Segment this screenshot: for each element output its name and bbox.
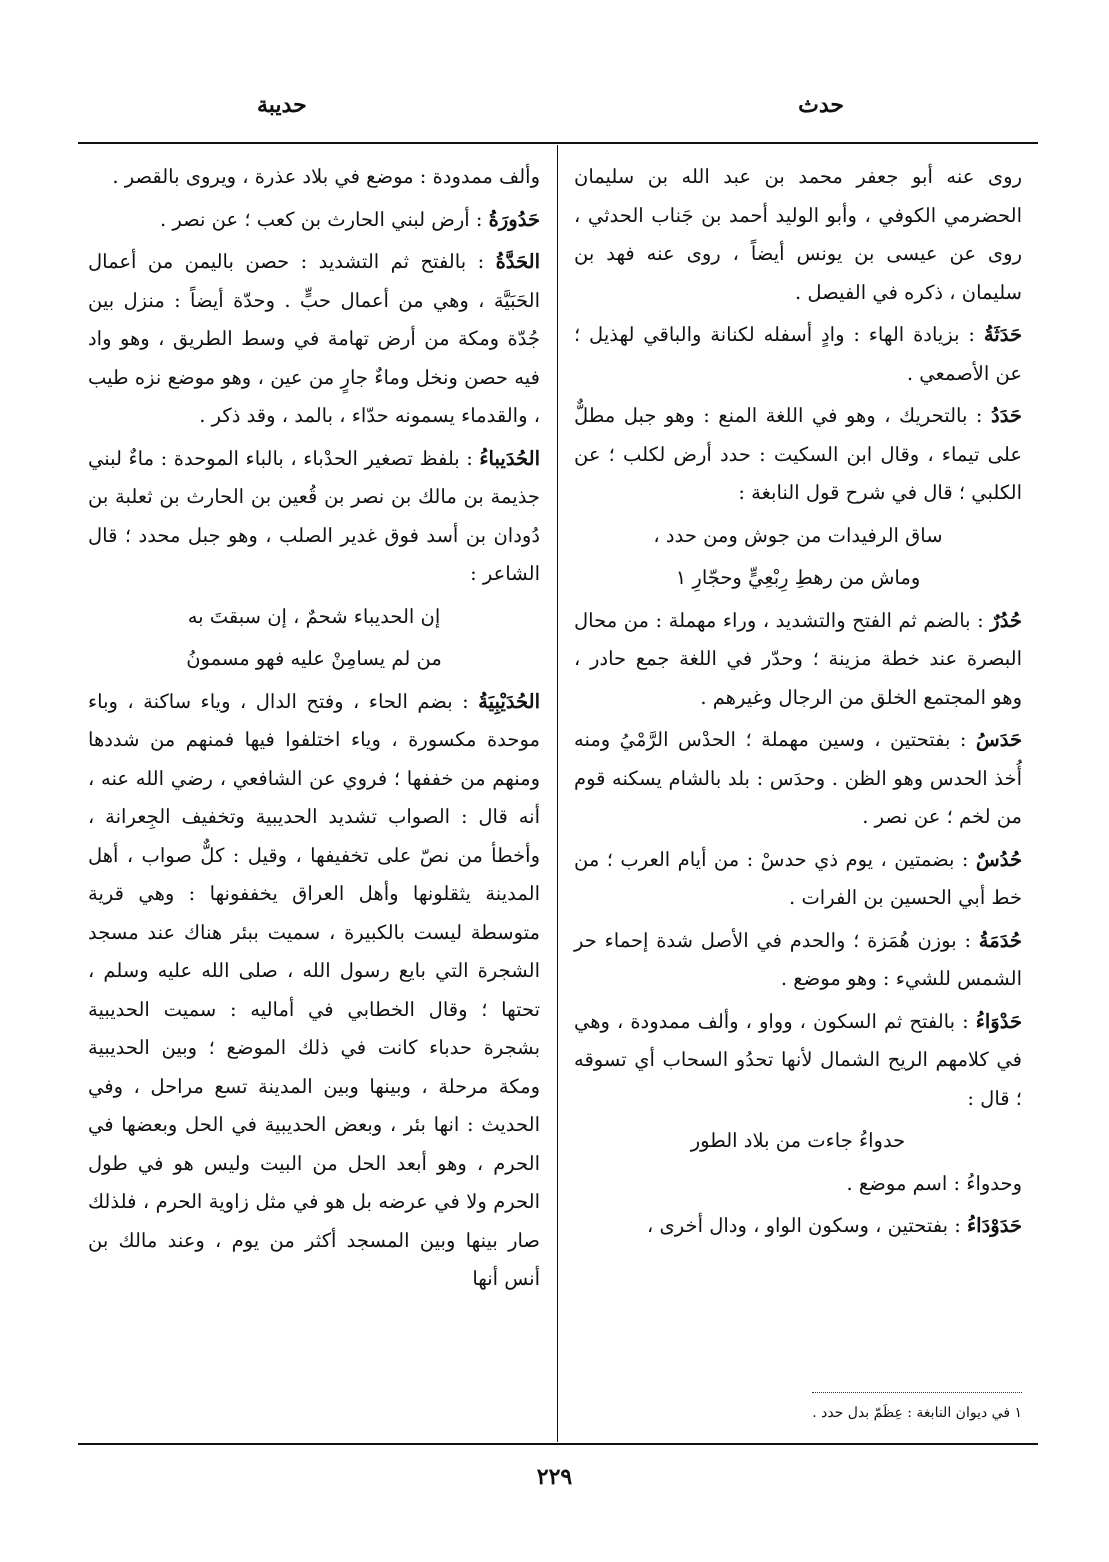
entry-text: : بفتحتين ، وسكون الواو ، ودال أخرى ، <box>647 1214 968 1237</box>
entry-headword: الحَدَّةُ <box>495 250 540 273</box>
entry-headword: حُدَمَةُ <box>978 928 1022 952</box>
dictionary-entry <box>574 721 1022 837</box>
running-header <box>72 92 1044 122</box>
dictionary-entry <box>574 397 1022 513</box>
entry-headword: الحُدَيْبِيَةُ <box>478 689 540 713</box>
left-column <box>88 158 540 1440</box>
entry-headword: الحُدَيباءُ <box>479 446 540 470</box>
footnote-separator <box>812 1392 1022 1393</box>
dictionary-entry <box>574 316 1022 393</box>
page-number: ٢٢٩ <box>536 1464 573 1490</box>
dictionary-entry <box>88 683 540 1299</box>
entry-text: : بوزن هُمَزة ؛ والحدم في الأصل شدة إحماء حر الشمس للشيء : وهو موضع . <box>574 928 1022 990</box>
entry-headword: حَدَثَةُ <box>983 323 1022 346</box>
entry-headword: حَدَوْدَاءُ <box>967 1214 1022 1237</box>
header-right-title: حدث <box>798 92 844 118</box>
verse-line: وماش من رهطِ رِبْعِيٍّ وحجّارِ ١ <box>675 566 921 589</box>
entry-text: : بالتحريك ، وهو في اللغة المنع : وهو جبل مطلٌّ على تيماء ، وقال ابن السكيت : حدد أرض لكلب ؛ عن الكلبي ؛ قال في شرح قول النابغة : <box>574 404 1022 504</box>
dictionary-entry <box>574 922 1022 999</box>
header-left-title: حديبة <box>257 92 307 118</box>
entry-headword: حَدْوَاءُ <box>975 1009 1022 1033</box>
entry-text: روى عنه أبو جعفر محمد بن عبد الله بن سليمان الحضرمي الكوفي ، وأبو الوليد أحمد بن جَناب الحدثي ، روى عن عيسى بن يونس أيضاً ، روى عنه فهد بن سليمان ، ذكره في الفيصل . <box>574 165 1022 304</box>
dictionary-entry <box>88 158 540 197</box>
verse-line: إن الحديباء شحمٌ ، إن سبقتَ به <box>187 604 441 628</box>
entry-headword: حَدُورَةُ <box>488 207 540 231</box>
dictionary-entry <box>574 158 1022 312</box>
verse-line: حدواءُ جاءت من بلاد الطور <box>690 1129 906 1152</box>
dictionary-entry <box>574 602 1022 718</box>
right-column <box>574 158 1022 1398</box>
dictionary-entry <box>574 1207 1022 1246</box>
entry-text: : أرض لبني الحارث بن كعب ؛ عن نصر . <box>159 207 489 231</box>
entry-text: : بضمتين ، يوم ذي حدسْ : من أيام العرب ؛ من خط أبي الحسين بن الفرات . <box>574 847 1022 909</box>
top-rule <box>78 142 1038 144</box>
entry-text: : بضم الحاء ، وفتح الدال ، وياء ساكنة ، وباء موحدة مكسورة ، وياء اختلفوا فيها فمنهم من شددها ومنهم من خففها ؛ فروي عن الشافعي ، رضي الله عنه ، أنه قال : الصواب تشديد الحديبية وتخفيف الجِعرانة ، وأخطأ من نصّ على تخفيفها ، وقيل : كلٌّ صواب ، أهل المدينة يثقلونها وأهل العراق يخففونها : وهي قرية متوسطة ليست بالكبيرة ، سميت ببئر هناك عند مسجد الشجرة التي بايع رسول الله ، صلى الله عليه وسلم ، تحتها ؛ وقال الخطابي في أماليه : سميت الحديبية بشجرة حدباء كانت في ذلك الموضع ؛ وبين الحديبية ومكة مرحلة ، وبينها وبين المدينة تسع مراحل ، وفي الحديث : انها بئر ، وبعض الحديبية في الحل وبعضها في الحرم ، وهو أبعد الحل من البيت وليس هو في طول الحرم ولا في عرضه بل هو في مثل زاوية الحرم ، فلذلك صار بينها وبين المسجد أكثر من يوم ، وعند مالك بن أنس أنها <box>88 689 540 1290</box>
entry-headword: حَدَسُ <box>975 728 1022 751</box>
entry-text: : بالفتح ثم التشديد : حصن باليمن من أعمال الحَبَيَّة ، وهي من أعمال حبٍّ . وحدّة أيضاً : منزل بين جُدّة ومكة من أرض تهامة في وسط الطريق ، وهو واد فيه حصن ونخل وماءٌ جارٍ من عين ، وهو موضع نزه طيب ، والقدماء يسمونه حدّاء ، بالمد ، وقد ذكر . <box>88 250 540 427</box>
entry-headword: حَدَدُ <box>991 404 1022 427</box>
dictionary-entry <box>88 440 540 594</box>
entry-headword: حُدُسٌ <box>975 847 1022 871</box>
dictionary-entry <box>574 1165 1022 1204</box>
entry-text: : بالفتح ثم السكون ، وواو ، وألف ممدودة ، وهي في كلامهم الريح الشمال لأنها تحدُو السحاب أي تسوقه ؛ قال : <box>574 1009 1022 1110</box>
dictionary-entry <box>574 1003 1022 1119</box>
footnote: ١ في ديوان النابغة : عِظَمّ بدل حدد . <box>812 1405 1022 1421</box>
column-divider <box>557 145 558 1442</box>
entry-text: وألف ممدودة : موضع في بلاد عذرة ، ويروى بالقصر . <box>112 165 540 188</box>
verse-line: ساق الرفيدات من جوش ومن حدد ، <box>653 523 943 547</box>
entry-text: وحدواءُ : اسم موضع . <box>846 1171 1022 1195</box>
verse-line: من لم يسامِنْ عليه فهو مسمونُ <box>186 647 442 670</box>
dictionary-entry <box>88 243 540 436</box>
entry-text: : بزيادة الهاء : وادٍ أسفله لكنانة والباقي لهذيل ؛ عن الأصمعي . <box>574 323 1022 385</box>
dictionary-entry <box>574 841 1022 918</box>
entry-text: : بفتحتين ، وسين مهملة ؛ الحدْس الرَّمْيُ ومنه أُخذ الحدس وهو الظن . وحدَس : بلد بالشام يسكنه قوم من لخم ؛ عن نصر . <box>574 728 1022 828</box>
entry-text: : بالضم ثم الفتح والتشديد ، وراء مهملة : من محال البصرة عند خطة مزينة ؛ وحدّر في اللغة جمع حادر ، وهو المجتمع الخلق من الرجال وغيرهم . <box>574 608 1022 709</box>
entry-text: : بلفظ تصغير الحدْباء ، بالباء الموحدة : ماءٌ لبني جذيمة بن مالك بن نصر بن قُعين بن الحارث بن ثعلبة بن دُودان بن أسد فوق غدير الصلب ، وهو جبل محدد ؛ قال الشاعر : <box>88 446 540 585</box>
entry-headword: حُدُرٌ <box>990 608 1022 632</box>
bottom-rule <box>78 1443 1038 1445</box>
dictionary-entry <box>88 201 540 240</box>
